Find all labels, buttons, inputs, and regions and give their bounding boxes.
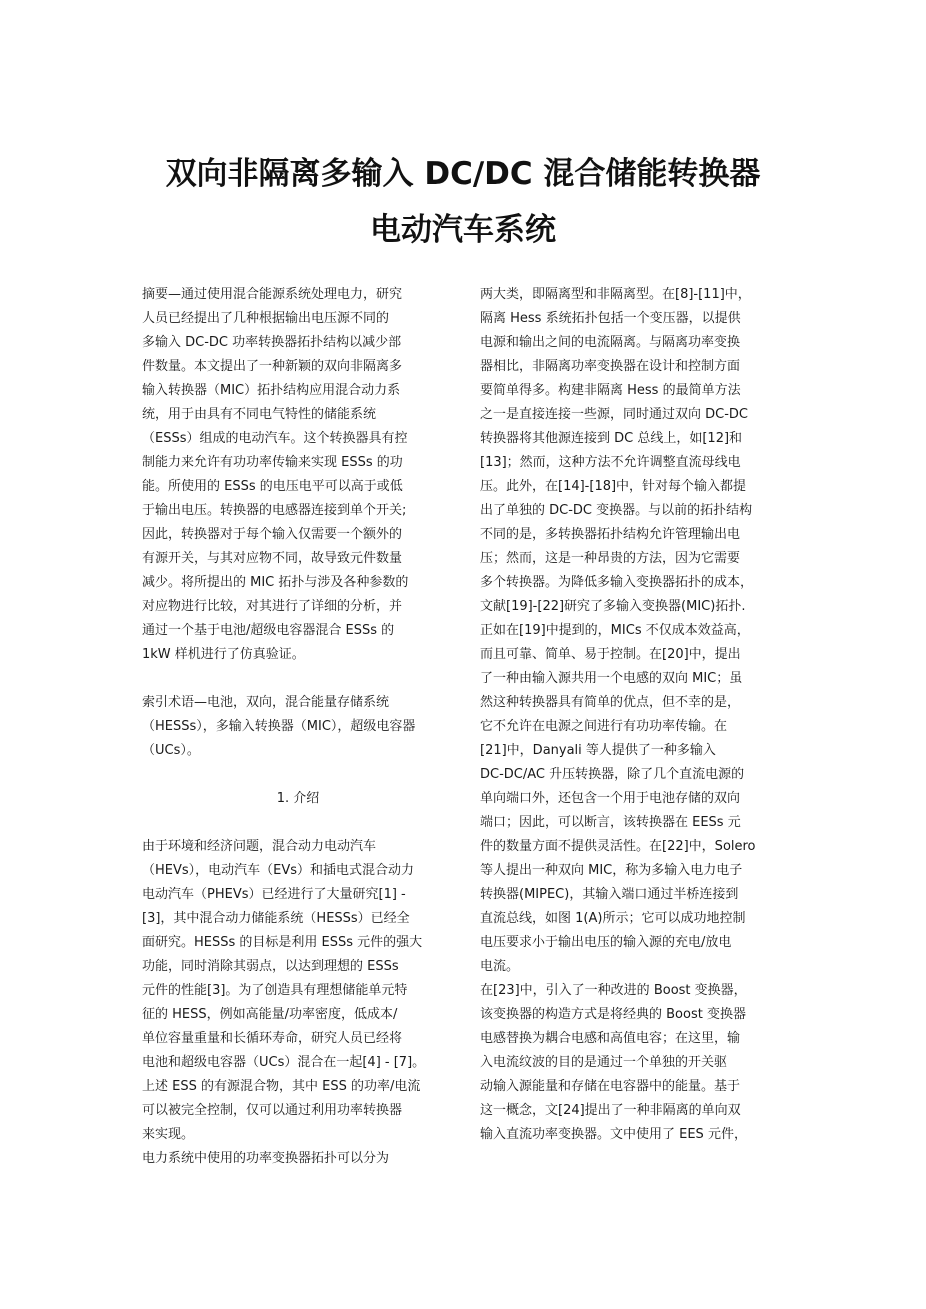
text-line: 在[23]中，引入了一种改进的 Boost 变换器，: [480, 983, 747, 998]
text-line: 由于环境和经济问题，混合动力电动汽车: [142, 839, 377, 854]
text-line: 器相比，非隔离功率变换器在设计和控制方面: [480, 359, 741, 374]
text-line: 文献[19]-[22]研究了多输入变换器(MIC)拓扑.: [480, 599, 746, 614]
text-line: 单向端口外，还包含一个用于电池存储的双向: [480, 791, 741, 806]
text-line: 动输入源能量和存储在电容器中的能量。基于: [480, 1079, 741, 1094]
text-line: 端口；因此，可以断言，该转换器在 EESs 元: [480, 815, 741, 830]
text-line: 制能力来允许有功功率传输来实现 ESSs 的功: [142, 455, 403, 470]
text-line: 功能，同时消除其弱点，以达到理想的 ESSs: [142, 959, 399, 974]
text-line: 件的数量方面不提供灵活性。在[22]中，Solero: [480, 839, 756, 854]
text-line: 多输入 DC-DC 功率转换器拓扑结构以减少部: [142, 335, 402, 350]
text-line: 入电流纹波的目的是通过一个单独的开关驱: [480, 1055, 728, 1070]
left-column: [142, 283, 454, 1171]
text-line: 不同的是，多转换器拓扑结构允许管理输出电: [480, 527, 741, 542]
text-line: 征的 HESS，例如高能量/功率密度，低成本/: [142, 1007, 398, 1022]
text-line: （HESSs），多输入转换器（MIC），超级电容器: [142, 719, 416, 734]
text-line: 通过一个基于电池/超级电容器混合 ESSs 的: [142, 623, 395, 638]
text-line: 出了单独的 DC-DC 变换器。与以前的拓扑结构: [480, 503, 753, 518]
text-line: 人员已经提出了几种根据输出电压源不同的: [142, 311, 390, 326]
text-line: 压；然而，这是一种昂贵的方法，因为它需要: [480, 551, 741, 566]
text-line: 1kW 样机进行了仿真验证。: [142, 647, 305, 662]
paragraph-gap: [142, 667, 454, 691]
text-line: （UCs）。: [142, 743, 200, 758]
text-line: 减少。将所提出的 MIC 拓扑与涉及各种参数的: [142, 575, 409, 590]
text-line: 索引术语—电池，双向，混合能量存储系统: [142, 695, 390, 710]
text-line: 因此，转换器对于每个输入仅需要一个额外的: [142, 527, 403, 542]
text-line: 等人提出一种双向 MIC，称为多输入电力电子: [480, 863, 743, 878]
text-line: 能。所使用的 ESSs 的电压电平可以高于或低: [142, 479, 403, 494]
text-line: 电动汽车（PHEVs）已经进行了大量研究[1] -: [142, 887, 406, 902]
text-line: 转换器(MIPEC)，其输入端口通过半桥连接到: [480, 887, 739, 902]
text-line: 单位容量重量和长循环寿命，研究人员已经将: [142, 1031, 403, 1046]
text-line: 对应物进行比较，对其进行了详细的分析，并: [142, 599, 403, 614]
text-line: 压。此外，在[14]-[18]中，针对每个输入都提: [480, 479, 747, 494]
text-line: [13]；然而，这种方法不允许调整直流母线电: [480, 455, 741, 470]
text-line: （HEVs），电动汽车（EVs）和插电式混合动力: [142, 863, 415, 878]
title-line-2: 电动汽车系统: [370, 212, 556, 248]
text-line: 它不允许在电源之间进行有功功率传输。在: [480, 719, 728, 734]
text-line: 摘要—通过使用混合能源系统处理电力，研究: [142, 287, 403, 302]
text-line: 要简单得多。构建非隔离 Hess 的最简单方法: [480, 383, 741, 398]
text-line: 电压要求小于输出电压的输入源的充电/放电: [480, 935, 732, 950]
text-line: 电源和输出之间的电流隔离。与隔离功率变换: [480, 335, 741, 350]
text-line: 电感替换为耦合电感和高值电容；在这里，输: [480, 1031, 741, 1046]
text-line: 上述 ESS 的有源混合物，其中 ESS 的功率/电流: [142, 1079, 421, 1094]
text-line: [3]，其中混合动力储能系统（HESSs）已经全: [142, 911, 410, 926]
section-heading: 1. 介绍: [276, 791, 320, 806]
text-line: 两大类，即隔离型和非隔离型。在[8]-[11]中，: [480, 287, 751, 302]
text-line: 于输出电压。转换器的电感器连接到单个开关;: [142, 503, 407, 518]
text-line: 输入转换器（MIC）拓扑结构应用混合动力系: [142, 383, 401, 398]
text-line: （ESSs）组成的电动汽车。这个转换器具有控: [142, 431, 408, 446]
title-line-1: 双向非隔离多输入 DC/DC 混合储能转换器: [165, 156, 761, 192]
text-line: 了一种由输入源共用一个电感的双向 MIC；虽: [480, 671, 743, 686]
text-line: 来实现。: [142, 1127, 195, 1142]
text-line: 电池和超级电容器（UCs）混合在一起[4] - [7]。: [142, 1055, 426, 1070]
text-line: 多个转换器。为降低多输入变换器拓扑的成本，: [480, 575, 754, 590]
paragraph-gap: [142, 811, 454, 835]
text-line: 隔离 Hess 系统拓扑包括一个变压器，以提供: [480, 311, 741, 326]
text-line: 之一是直接连接一些源，同时通过双向 DC-DC: [480, 407, 748, 422]
text-line: 该变换器的构造方式是将经典的 Boost 变换器: [480, 1007, 746, 1022]
text-line: 面研究。HESSs 的目标是利用 ESSs 元件的强大: [142, 935, 423, 950]
text-line: 电力系统中使用的功率变换器拓扑可以分为: [142, 1151, 390, 1166]
text-line: 可以被完全控制，仅可以通过利用功率转换器: [142, 1103, 403, 1118]
paragraph-gap: [142, 763, 454, 787]
text-line: 而且可靠、简单、易于控制。在[20]中，提出: [480, 647, 741, 662]
text-line: 直流总线，如图 1(A)所示；它可以成功地控制: [480, 911, 746, 926]
text-line: 然这种转换器具有简单的优点，但不幸的是，: [480, 695, 741, 710]
text-line: 转换器将其他源连接到 DC 总线上，如[12]和: [480, 431, 743, 446]
text-line: 元件的性能[3]。为了创造具有理想储能单元特: [142, 983, 408, 998]
text-line: 输入直流功率变换器。文中使用了 EES 元件，: [480, 1127, 747, 1142]
right-column: [480, 283, 792, 1147]
text-line: 统，用于由具有不同电气特性的储能系统: [142, 407, 377, 422]
text-line: 正如在[19]中提到的，MICs 不仅成本效益高，: [480, 623, 750, 638]
text-line: 有源开关，与其对应物不同，故导致元件数量: [142, 551, 403, 566]
text-line: 件数量。本文提出了一种新颖的双向非隔离多: [142, 359, 403, 374]
text-line: 电流。: [480, 959, 520, 974]
text-line: DC-DC/AC 升压转换器，除了几个直流电源的: [480, 767, 745, 782]
text-line: 这一概念，文[24]提出了一种非隔离的单向双: [480, 1103, 741, 1118]
text-line: [21]中，Danyali 等人提供了一种多输入: [480, 743, 716, 758]
